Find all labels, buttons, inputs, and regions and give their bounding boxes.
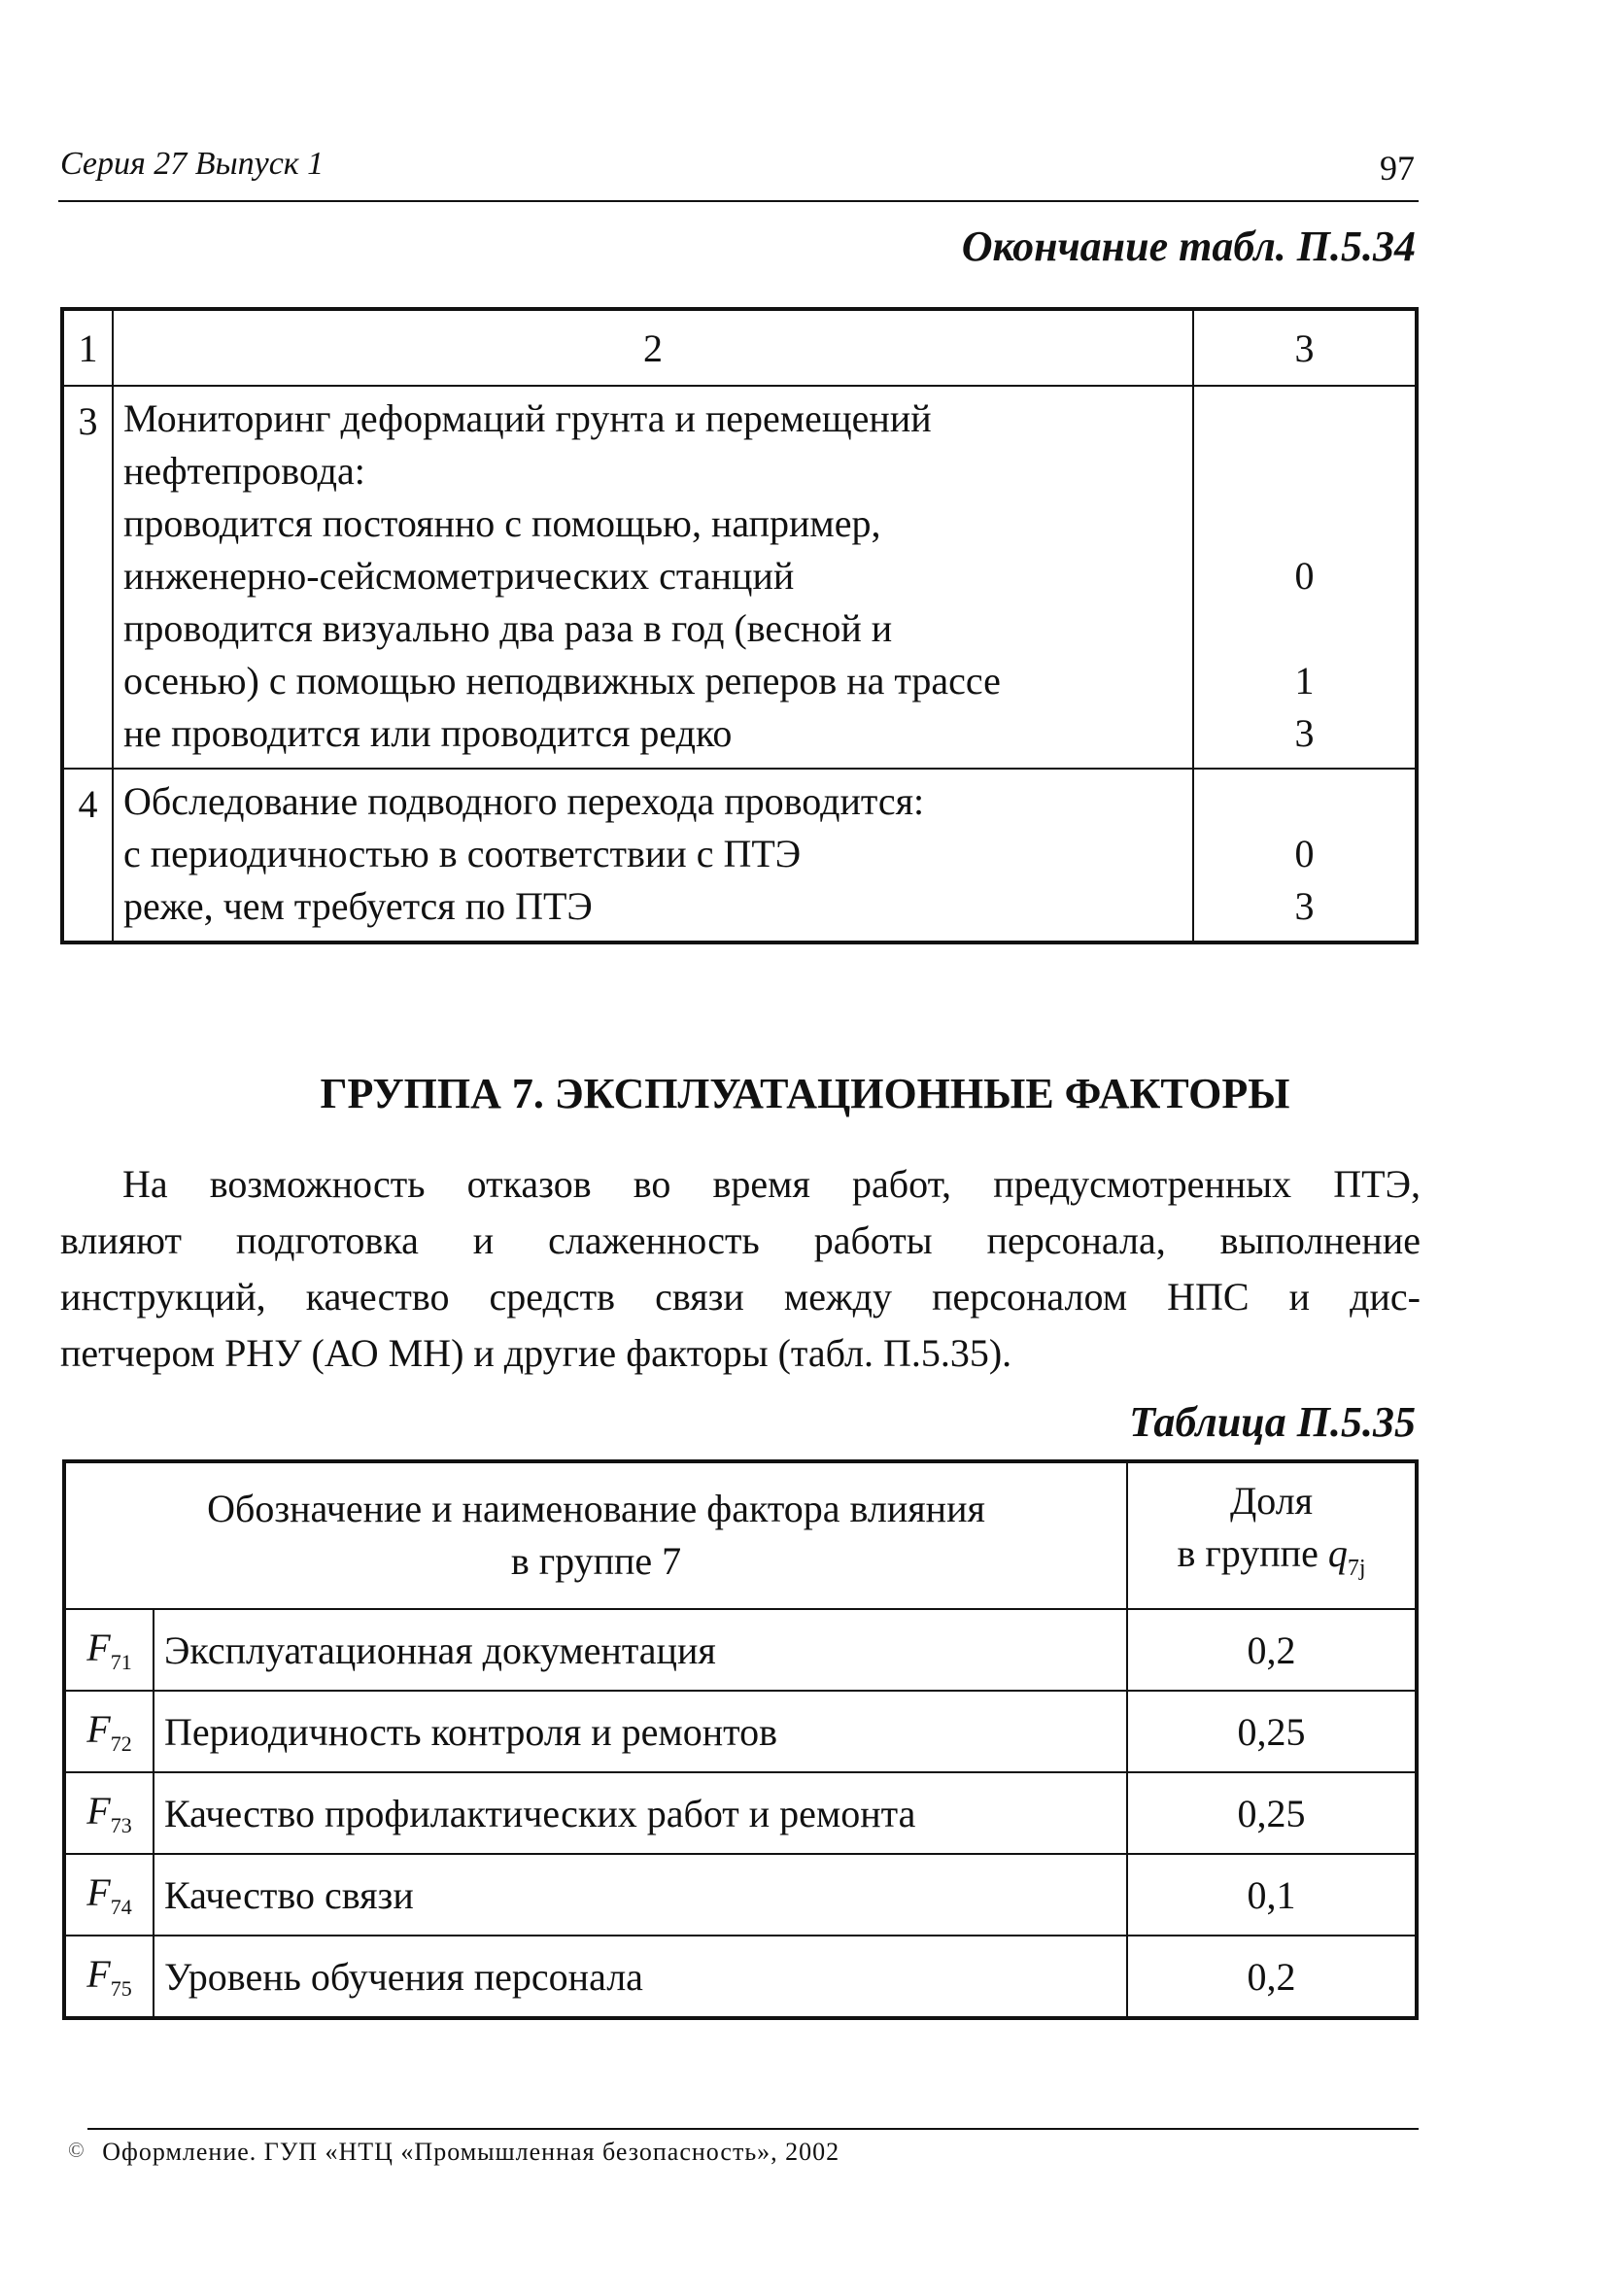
factor-name: Периодичность контроля и ремонтов [154, 1691, 1127, 1772]
table-row [64, 1936, 1417, 2018]
description-line: с периодичностью в соответствии с ПТЭ [123, 832, 802, 875]
factor-name: Качество связи [154, 1854, 1127, 1936]
score-value [1194, 497, 1415, 550]
table-row [64, 1854, 1417, 1936]
factor-symbol-letter: F [86, 1789, 111, 1833]
score-value: 3 [1294, 711, 1315, 755]
factor-share: 0,2 [1127, 1936, 1417, 2018]
running-head [58, 146, 1419, 202]
table-row [62, 386, 1417, 769]
section-title: ГРУППА 7. ЭКСПЛУАТАЦИОННЫЕ ФАКТОРЫ [320, 1070, 1290, 1117]
paragraph-line: На возможность отказов во время работ, предусмотренных ПТЭ, [122, 1162, 1421, 1206]
copyright-mark: © [68, 2138, 86, 2162]
factor-symbol [64, 1772, 154, 1854]
factor-symbol-index: 73 [110, 1813, 132, 1837]
factor-share: 0,1 [1127, 1854, 1417, 1936]
factor-symbol-letter: F [86, 1870, 111, 1914]
row-description [113, 386, 1193, 769]
footer [68, 2138, 839, 2167]
description-line: Мониторинг деформаций грунта и перемещений [123, 396, 932, 440]
series-label: Серия 27 Выпуск 1 [60, 146, 325, 182]
factor-symbol-letter: F [86, 1707, 111, 1751]
factor-symbol-index: 72 [110, 1731, 132, 1756]
factor-symbol [64, 1854, 154, 1936]
description-line: проводится визуально два раза в год (весной и [123, 606, 893, 650]
factor-symbol [64, 1691, 154, 1772]
section-paragraph [60, 1156, 1421, 1382]
share-symbol [1327, 1531, 1366, 1581]
score-value: 0 [1294, 832, 1315, 875]
score-value: 1 [1294, 659, 1315, 703]
table-header-row [64, 1461, 1417, 1609]
column-number-2: 2 [113, 309, 1193, 386]
table-row [64, 1609, 1417, 1691]
table1-caption: Окончание табл. П.5.34 [961, 223, 1416, 270]
description-line: осенью) с помощью неподвижных реперов на трассе [123, 659, 1001, 703]
table-row [64, 1772, 1417, 1854]
factor-symbol [64, 1609, 154, 1691]
header-factor-line: в группе 7 [510, 1538, 682, 1583]
table-p5-35 [62, 1459, 1419, 2020]
row-scores [1193, 769, 1417, 942]
paragraph-line: петчером РНУ (АО МН) и другие факторы (табл. П.5.35). [60, 1331, 1012, 1375]
factor-share: 0,25 [1127, 1691, 1417, 1772]
factor-name: Уровень обучения персонала [154, 1936, 1127, 2018]
factor-share: 0,2 [1127, 1609, 1417, 1691]
table-p5-34-end [60, 307, 1419, 944]
header-factor [64, 1461, 1127, 1609]
description-line: не проводится или проводится редко [123, 711, 733, 755]
factor-name: Качество профилактических работ и ремонта [154, 1772, 1127, 1854]
column-number-3: 3 [1193, 309, 1417, 386]
factor-symbol-letter: F [86, 1626, 111, 1669]
score-value [1194, 445, 1415, 497]
header-share-line [1128, 1527, 1415, 1594]
score-value [1194, 393, 1415, 445]
description-line: нефтепровода: [123, 449, 365, 493]
header-factor-line: Обозначение и наименование фактора влияния [207, 1486, 985, 1530]
header-share-text: в группе [1177, 1531, 1319, 1575]
footer-rule [87, 2128, 1419, 2130]
table-header-row [62, 309, 1417, 386]
paragraph-line: инструкций, качество средств связи между персоналом НПС и дис- [60, 1275, 1421, 1319]
factor-name: Эксплуатационная документация [154, 1609, 1127, 1691]
table-row [64, 1691, 1417, 1772]
row-scores [1193, 386, 1417, 769]
footer-text: Оформление. ГУП «НТЦ «Промышленная безопасность», 2002 [102, 2138, 840, 2166]
table2-caption: Таблица П.5.35 [1129, 1398, 1416, 1446]
factor-symbol-index: 74 [110, 1895, 132, 1919]
factor-symbol-index: 71 [110, 1650, 132, 1674]
score-value [1194, 602, 1415, 655]
score-value [1194, 775, 1415, 828]
factor-share: 0,25 [1127, 1772, 1417, 1854]
row-number: 3 [62, 386, 113, 769]
header-share [1127, 1461, 1417, 1609]
share-symbol-letter: q [1327, 1531, 1348, 1575]
header-share-line: Доля [1229, 1479, 1314, 1523]
column-number-1: 1 [62, 309, 113, 386]
factor-symbol [64, 1936, 154, 2018]
row-description [113, 769, 1193, 942]
score-value: 0 [1294, 554, 1315, 598]
score-value: 3 [1294, 884, 1315, 928]
description-line: реже, чем требуется по ПТЭ [123, 884, 593, 928]
page-number: 97 [1380, 149, 1415, 188]
description-line: инженерно-сейсмометрических станций [123, 554, 795, 598]
description-line: Обследование подводного перехода проводится: [123, 779, 925, 823]
paragraph-line: влияют подготовка и слаженность работы персонала, выполнение [60, 1218, 1421, 1262]
factor-symbol-index: 75 [110, 1976, 132, 2001]
row-number: 4 [62, 769, 113, 942]
factor-symbol-letter: F [86, 1952, 111, 1996]
share-symbol-sub: 7j [1347, 1556, 1366, 1581]
description-line: проводится постоянно с помощью, например, [123, 501, 881, 545]
table-row [62, 769, 1417, 942]
